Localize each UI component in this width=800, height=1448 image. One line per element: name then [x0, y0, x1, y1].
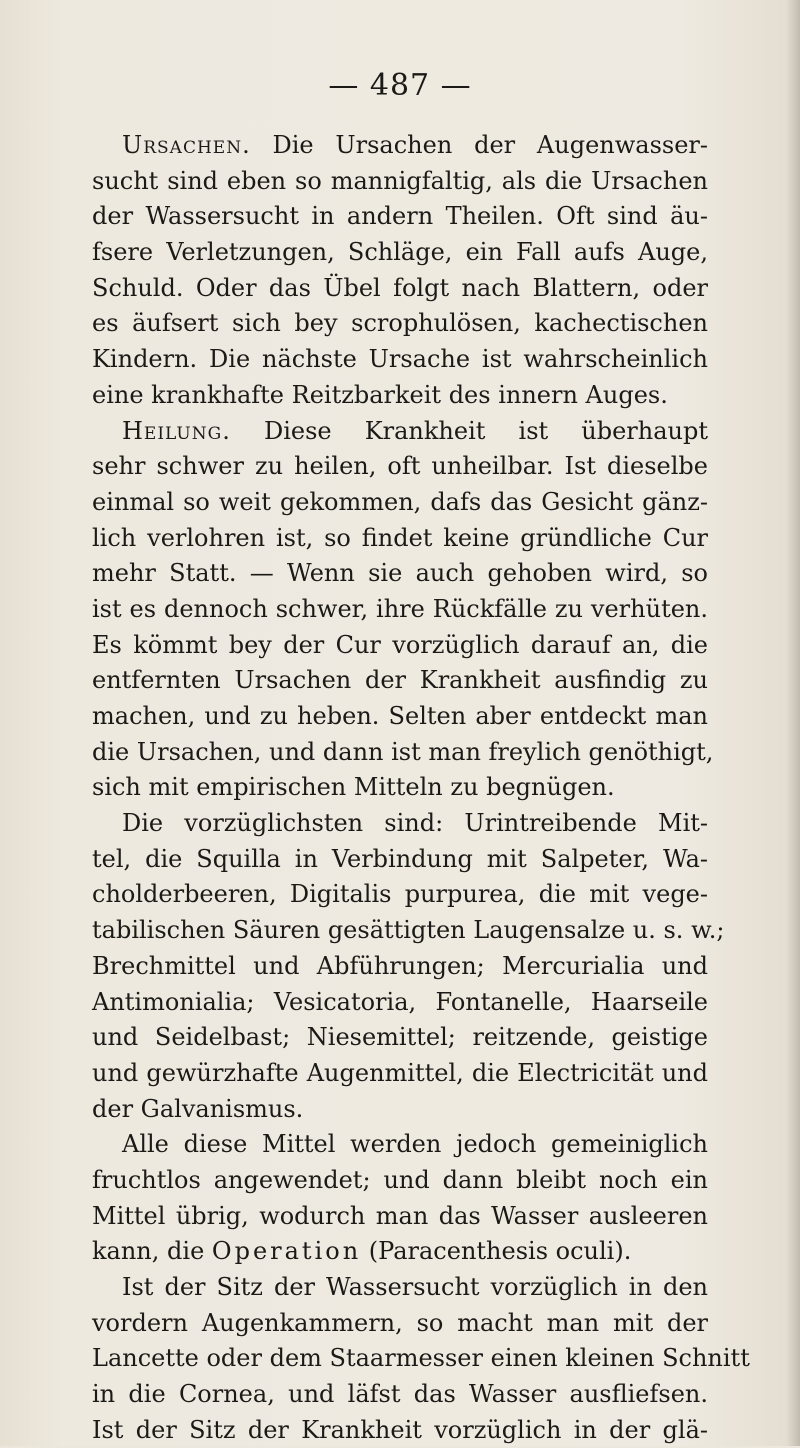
text-line: Heilung. Diese Krankheit ist überhaupt [122, 416, 708, 445]
page-number: — 487 — [328, 68, 472, 103]
emphasis-operation: Operation [211, 1237, 362, 1266]
text-line: Ist der Sitz der Krankheit vorzüglich in der glä- [92, 1415, 708, 1444]
text-line: Ursachen. Die Ursachen der Augenwasser- [122, 131, 708, 159]
section-heading: Ursachen. [122, 131, 251, 159]
text-line: Antimonialia; Vesicatoria, Fontanelle, Haarseile [92, 987, 708, 1016]
text-line: Die vorzüglichsten sind: Urintreibende Mit- [122, 809, 708, 838]
text-line: Kindern. Die nächste Ursache ist wahrscheinlich [92, 345, 708, 374]
section-heading: Heilung. [122, 416, 231, 445]
text-line: es äufsert sich bey scrophulösen, kachectischen [92, 309, 708, 338]
text-line: lich verlohren ist, so findet keine gründliche Cur [92, 523, 708, 552]
text-line: und Seidelbast; Niesemittel; reitzende, geistige [92, 1023, 708, 1052]
text-line: sich mit empirischen Mitteln zu begnügen. [92, 773, 615, 802]
text-line: fruchtlos angewendet; und dann bleibt noch ein [92, 1165, 708, 1194]
text-line: Brechmittel und Abführungen; Mercurialia und [92, 951, 708, 980]
text-line: Ist der Sitz der Wassersucht vorzüglich in den [122, 1273, 708, 1301]
text-line: Lancette oder dem Staarmesser einen kleinen Schnitt [92, 1344, 750, 1373]
text-line: tabilischen Säuren gesättigten Laugensalze u. s. w.; [92, 916, 725, 945]
text-line: kann, die Operation (Paracenthesis oculi). [92, 1237, 632, 1266]
text-line: fsere Verletzungen, Schläge, ein Fall aufs Auge, [92, 238, 708, 267]
text-line: sucht sind eben so mannigfaltig, als die Ursachen [92, 166, 708, 195]
text-line: und gewürzhafte Augenmittel, die Electricität und [92, 1058, 708, 1087]
text-line: entfernten Ursachen der Krankheit ausfindig zu [92, 666, 708, 695]
text-line: sehr schwer zu heilen, oft unheilbar. Ist dieselbe [92, 452, 708, 481]
body-text [92, 128, 750, 1448]
text-line: die Ursachen, und dann ist man freylich genöthigt, [92, 737, 714, 766]
text-line: Alle diese Mittel werden jedoch gemeiniglich [122, 1130, 708, 1159]
text-line: der Galvanismus. [92, 1094, 304, 1123]
text-line: tel, die Squilla in Verbindung mit Salpeter, Wa- [92, 844, 708, 873]
text-line: machen, und zu heben. Selten aber entdeckt man [92, 702, 708, 730]
text-line: Mittel übrig, wodurch man das Wasser ausleeren [92, 1201, 708, 1230]
text-line: vordern Augenkammern, so macht man mit der [92, 1308, 708, 1337]
text-line: in die Cornea, und läfst das Wasser ausfliefsen. [92, 1380, 708, 1409]
text-line: cholderbeeren, Digitalis purpurea, die mit vege- [92, 880, 708, 909]
page-edge-shadow [786, 0, 800, 1446]
text-line: ist es dennoch schwer, ihre Rückfälle zu verhüten. [92, 594, 708, 623]
text-line: Es kömmt bey der Cur vorzüglich darauf an, die [92, 630, 708, 659]
text-line: Schuld. Oder das Übel folgt nach Blattern, oder [92, 273, 708, 302]
text-line: einmal so weit gekommen, dafs das Gesicht gänz- [92, 487, 708, 516]
text-line: mehr Statt. — Wenn sie auch gehoben wird, so [92, 559, 708, 588]
text-line: eine krankhafte Reitzbarkeit des innern Auges. [92, 380, 668, 409]
text-line: der Wassersucht in andern Theilen. Oft sind äu- [92, 202, 708, 231]
